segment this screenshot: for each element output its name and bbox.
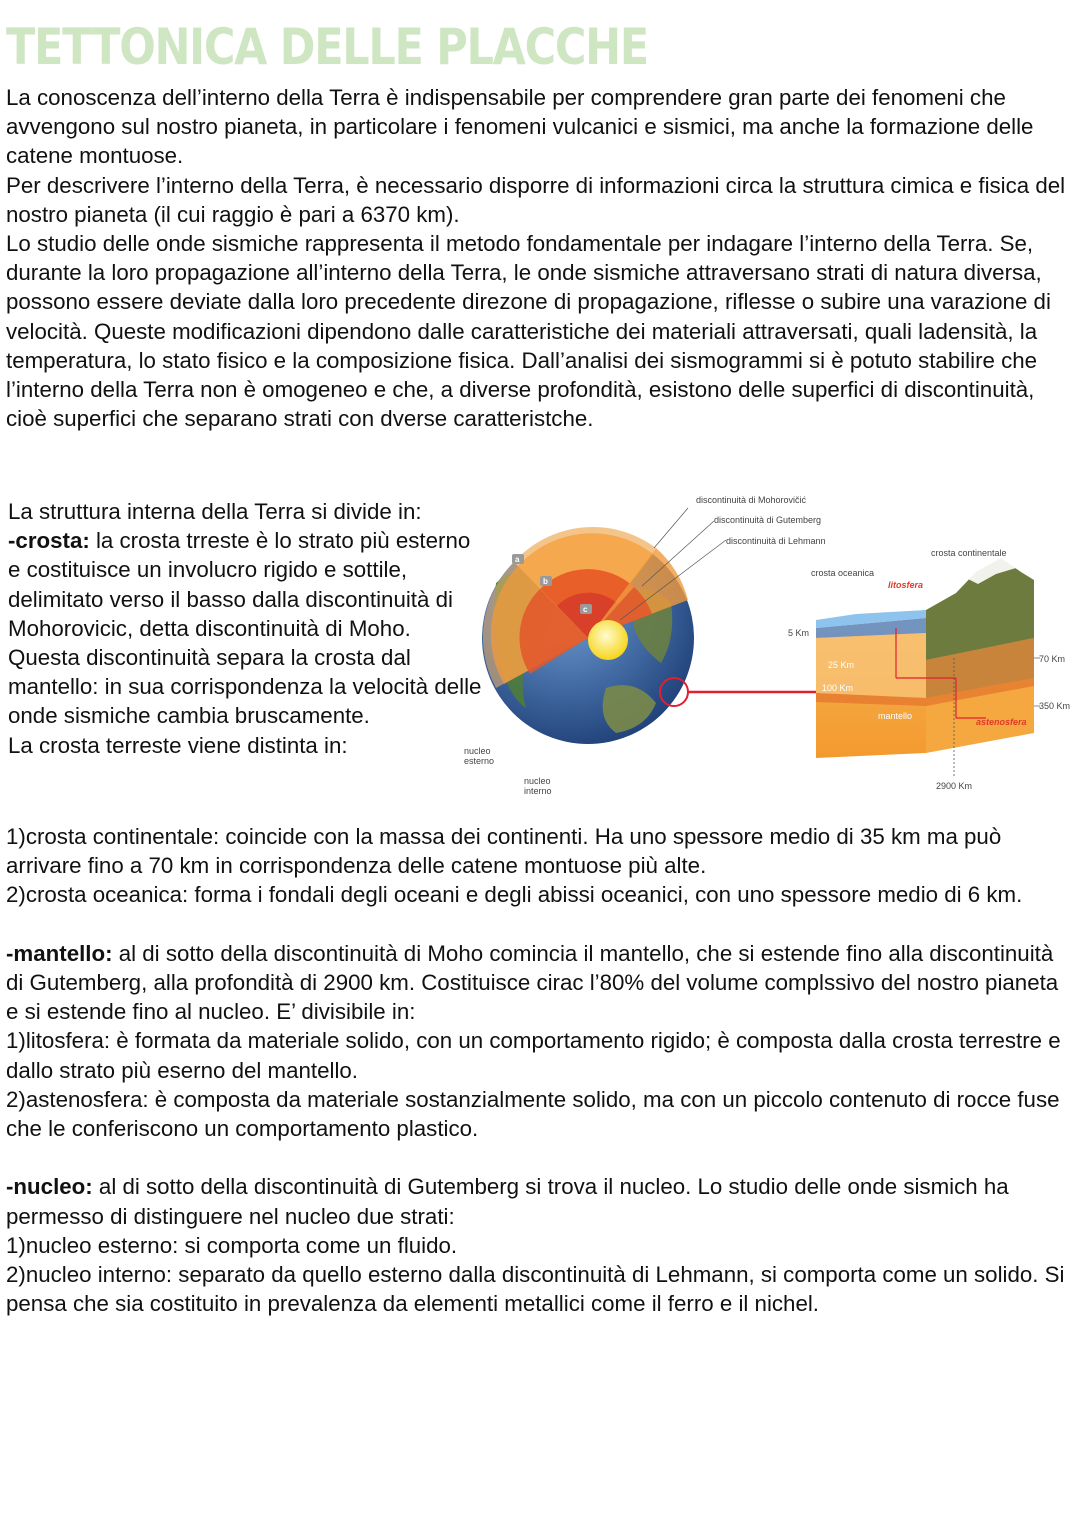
label-b: b bbox=[543, 577, 548, 586]
structure-left-column bbox=[8, 497, 486, 760]
crosta-type-oceanica: 2)crosta oceanica: forma i fondali degli oceani e degli abissi oceanici, con uno spessore medio di 6 km. bbox=[6, 882, 1023, 908]
label-mantello: mantello bbox=[878, 711, 913, 721]
label-2900km: 2900 Km bbox=[936, 781, 973, 791]
mantello-paragraph bbox=[6, 939, 1074, 1027]
page-title: TETTONICA DELLE PLACCHE bbox=[6, 18, 648, 76]
crosta-term: -crosta: bbox=[8, 528, 90, 554]
structure-heading: La struttura interna della Terra si divide in: bbox=[8, 499, 422, 524]
label-litosfera: litosfera bbox=[888, 580, 924, 590]
nucleo-paragraph bbox=[6, 1172, 1074, 1230]
label-nucleo-interno-1: nucleo bbox=[524, 776, 551, 786]
label-moho: discontinuità di Mohorovičić bbox=[696, 495, 807, 505]
intro-paragraph-2: Per descrivere l’interno della Terra, è necessario disporre di informazioni circa la struttura cimica e fisica del nostro pianeta (il cui raggio è pari a 6370 km). bbox=[6, 172, 1066, 227]
crosta-text: la crosta trreste è lo strato più esterno e costituisce un involucro rigido e sottile, delimitato verso il basso dalla discontinuità di Mohorovicic, detta discontinuità di Moho. Questa discontinuità separa la crosta dal mantello: in sua corrispondenza la velocità delle onde sismiche cambia bruscamente. bbox=[8, 528, 482, 729]
label-100km: 100 Km bbox=[822, 683, 854, 693]
mantello-type-astenosfera: 2)astenosfera: è composta da materiale sostanzialmente solido, ma con un piccolo contenuto di rocce fuse che le conferiscono un comportamento plastico. bbox=[6, 1086, 1060, 1142]
crosta-type-continentale: 1)crosta continentale: coincide con la massa dei continenti. Ha uno spessore medio di 35 km ma può arrivare fino a 70 km in corrispondenza delle catene montuose più alte. bbox=[6, 824, 1002, 879]
inner-core bbox=[588, 620, 628, 660]
label-lehmann: discontinuità di Lehmann bbox=[726, 536, 826, 546]
earth-structure-figure bbox=[456, 488, 1080, 808]
crosta-types-heading: La crosta terreste viene distinta in: bbox=[8, 732, 348, 758]
spacer bbox=[6, 1143, 1074, 1172]
label-a: a bbox=[515, 555, 520, 564]
intro-section bbox=[6, 83, 1074, 433]
globe bbox=[482, 527, 694, 744]
nucleo-type-esterno: 1)nucleo esterno: si comporta come un fluido. bbox=[6, 1232, 458, 1258]
label-5km: 5 Km bbox=[788, 628, 810, 638]
intro-paragraph-3: Lo studio delle onde sismiche rappresenta il metodo fondamentale per indagare l’interno della Terra. Se, durante la loro propagazione all’interno della Terra, le onde sismiche attraversano strati di natura diversa, possono essere deviate dalla loro precedente direzone di propagazione, riflesse o subire una varazione di velocità. Queste modificazioni dipendono dalle caratteristiche dei materiali attraversati, quali ladensità, la temperatura, lo stato fisico e la composizione fisica. Dall’analisi dei sismogrammi si è potuto stabilire che l’interno della Terra non è omogeneo e che, a diverse profondità, esistono delle superfici di discontinuità, cioè superfici che separano strati con dverse caratteristche. bbox=[6, 231, 1051, 432]
nucleo-text: al di sotto della discontinuità di Gutemberg si trova il nucleo. Lo studio delle onde sismich ha permesso di distinguere nel nucleo due strati: bbox=[6, 1174, 1009, 1229]
label-25km: 25 Km bbox=[828, 660, 855, 670]
label-astenosfera: astenosfera bbox=[976, 717, 1027, 727]
mantello-term: -mantello: bbox=[6, 940, 113, 966]
label-crosta-continentale: crosta continentale bbox=[931, 548, 1007, 558]
structure-details bbox=[6, 822, 1074, 1318]
label-nucleo-interno-2: interno bbox=[524, 786, 552, 796]
label-350km: 350 Km bbox=[1039, 701, 1071, 711]
label-gutemberg: discontinuità di Gutemberg bbox=[714, 515, 822, 525]
spacer bbox=[6, 910, 1074, 939]
label-crosta-oceanica: crosta oceanica bbox=[811, 568, 875, 578]
mantello-type-litosfera: 1)litosfera: è formata da materiale solido, con un comportamento rigido; è composta dalla crosta terrestre e dallo strato più eserno del mantello. bbox=[6, 1028, 1061, 1083]
nucleo-term: -nucleo: bbox=[6, 1174, 93, 1200]
intro-paragraph-1: La conoscenza dell’interno della Terra è indispensabile per comprendere gran parte dei fenomeni che avvengono sul nostro pianeta, in particolare i fenomeni vulcanici e sismici, ma anche la formazione delle catene montuose. bbox=[6, 85, 1034, 169]
label-nucleo-esterno-1: nucleo bbox=[464, 746, 491, 756]
label-c: c bbox=[583, 605, 588, 614]
label-70km: 70 Km bbox=[1039, 654, 1066, 664]
nucleo-type-interno: 2)nucleo interno: separato da quello esterno dalla discontinuità di Lehmann, si comporta come un solido. Si pensa che sia costituito in prevalenza da elementi metallici come il ferro e il nichel. bbox=[6, 1262, 1065, 1317]
crosta-paragraph bbox=[8, 526, 486, 730]
mantello-text: al di sotto della discontinuità di Moho comincia il mantello, che si estende fino alla discontinuità di Gutemberg, alla profondità di 2900 km. Costituisce cirac l’80% del volume complssivo del nostro pianeta e si estende fino al nucleo. E’ divisibile in: bbox=[6, 940, 1059, 1025]
label-nucleo-esterno-2: esterno bbox=[464, 756, 495, 766]
earth-structure-svg bbox=[456, 488, 1080, 808]
